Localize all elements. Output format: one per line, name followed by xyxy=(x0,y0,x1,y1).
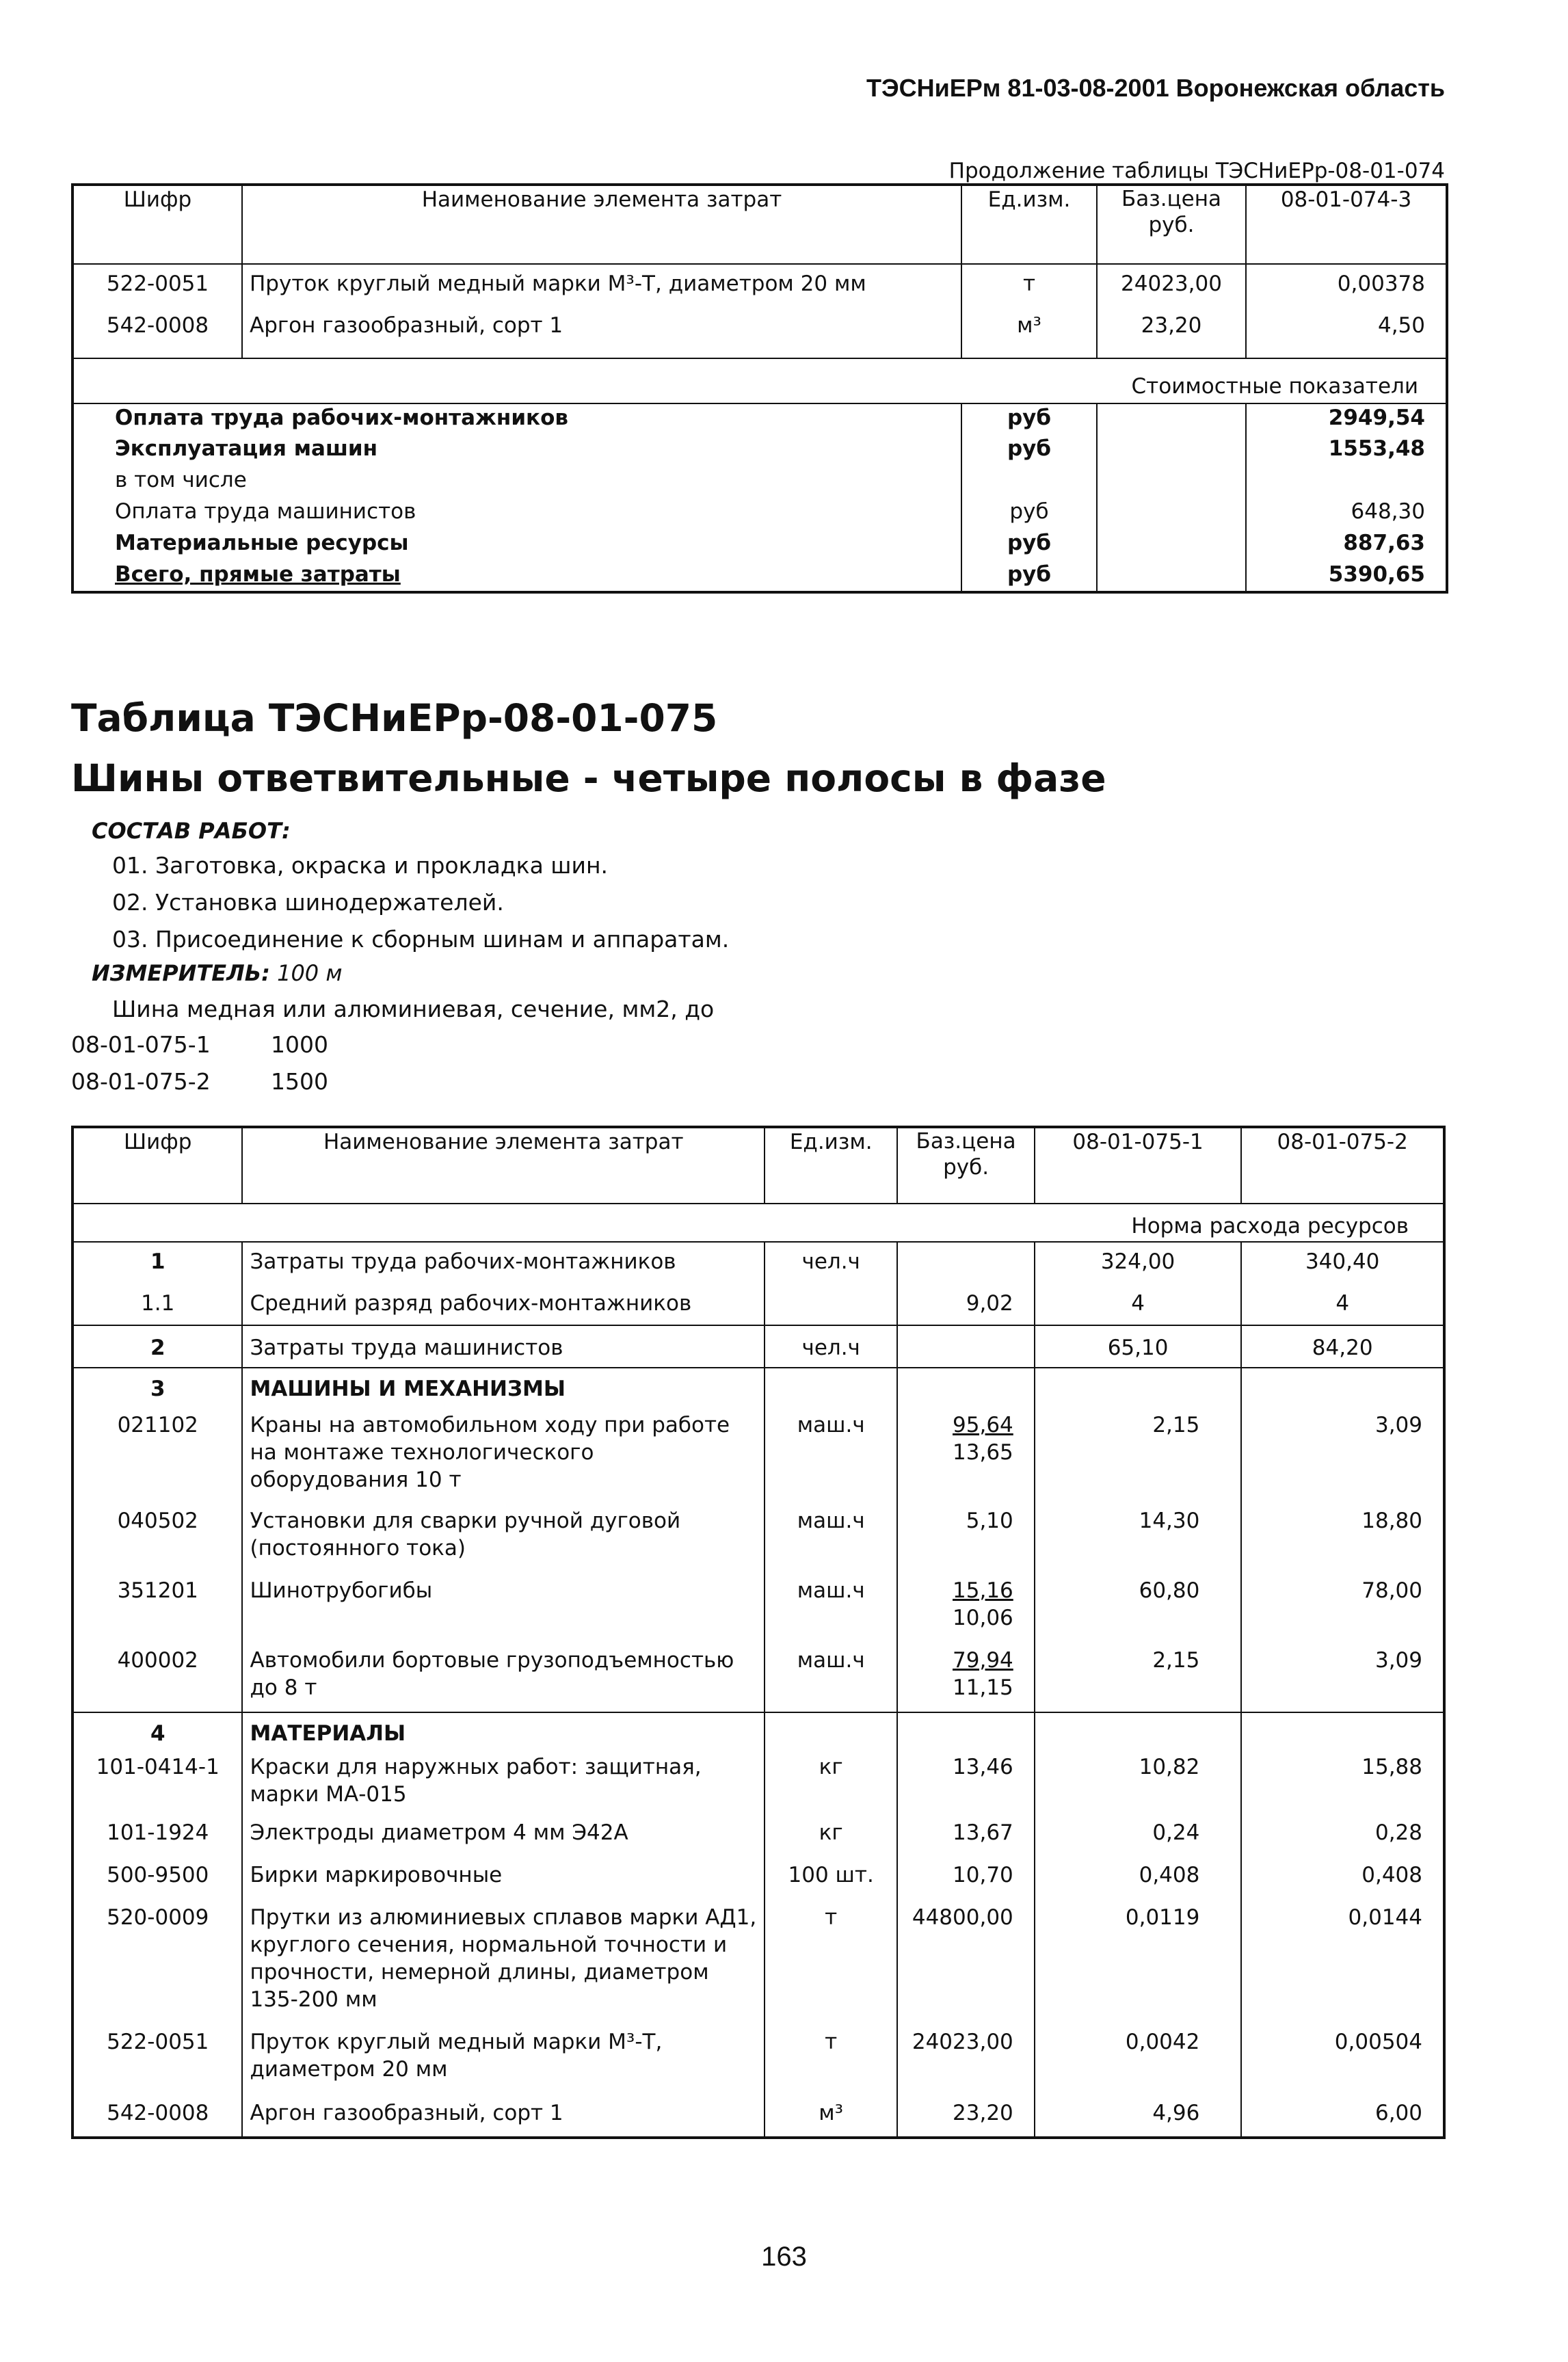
row-value-2: 78,00 xyxy=(1361,1578,1422,1603)
row-value-2: 4 xyxy=(1336,1291,1350,1316)
row-unit: чел.ч xyxy=(765,1325,897,1368)
cost-row xyxy=(72,529,1447,561)
row-name: Шинотрубогибы xyxy=(242,1577,765,1647)
cost-value: 2949,54 xyxy=(1328,406,1425,430)
row-price: 24023,00 xyxy=(1097,264,1246,304)
cost-unit: руб xyxy=(961,403,1097,435)
row-name: Электроды диаметром 4 мм Э42А xyxy=(242,1819,765,1861)
row-name: Затраты труда рабочих-монтажников xyxy=(242,1242,765,1280)
row-value-1: 14,30 xyxy=(1035,1507,1242,1577)
row-name: Установки для сварки ручной дуговой (постоянного тока) xyxy=(242,1507,765,1577)
norm-header-row xyxy=(72,1204,1444,1242)
page-number: 163 xyxy=(761,2242,807,2272)
row-code: 4 xyxy=(72,1712,242,1753)
cost-empty xyxy=(1097,466,1246,498)
continuation-caption: Продолжение таблицы ТЭСНиЕРр-08-01-074 xyxy=(948,159,1445,183)
row-name: Пруток круглый медный марки М³-Т, диаметром 20 мм xyxy=(242,264,961,304)
cost-value xyxy=(1246,466,1447,498)
work-item: 01. Заготовка, окраска и прокладка шин. xyxy=(112,852,609,879)
row-value-2: 15,88 xyxy=(1361,1755,1422,1779)
table-row xyxy=(72,304,1447,358)
table-subtitle: Шины ответвительные - четыре полосы в фазе xyxy=(71,756,1106,800)
row-code: 522-0051 xyxy=(72,264,242,304)
row-unit: м³ xyxy=(765,2099,897,2138)
row-price-cell xyxy=(897,1577,1034,1647)
table-row xyxy=(72,1242,1444,1280)
row-price-cell xyxy=(897,1647,1034,1712)
row-price-machinist: 10,06 xyxy=(953,1606,1013,1630)
row-unit xyxy=(765,1712,897,1753)
row-price: 23,20 xyxy=(897,2099,1034,2138)
cost-header-row xyxy=(72,358,1447,403)
section-row-materials xyxy=(72,1712,1444,1753)
row-value-2 xyxy=(1241,1712,1444,1753)
row-value-2: 3,09 xyxy=(1374,1413,1422,1437)
row-value-2: 340,40 xyxy=(1305,1249,1380,1274)
cost-unit: руб xyxy=(961,529,1097,561)
row-value-1: 10,82 xyxy=(1035,1753,1242,1819)
row-code: 500-9500 xyxy=(72,1861,242,1904)
cost-name: Оплата труда машинистов xyxy=(72,498,961,529)
cost-value: 887,63 xyxy=(1343,531,1425,555)
row-value-2: 0,0144 xyxy=(1348,1905,1422,1930)
row-code: 520-0009 xyxy=(72,1904,242,2028)
cost-empty xyxy=(1097,498,1246,529)
cost-name: Эксплуатация машин xyxy=(72,435,961,466)
col-variant2-header: 08-01-075-2 xyxy=(1277,1130,1408,1154)
works-label: СОСТАВ РАБОТ: xyxy=(92,818,291,844)
cost-row xyxy=(72,403,1447,435)
row-code: 400002 xyxy=(72,1647,242,1712)
col-code-header: Шифр xyxy=(72,185,242,264)
row-value-2 xyxy=(1241,1368,1444,1411)
row-name: Затраты труда машинистов xyxy=(242,1325,765,1368)
row-value-1: 60,80 xyxy=(1035,1577,1242,1647)
cost-unit: руб xyxy=(961,498,1097,529)
row-name: Прутки из алюминиевых сплавов марки АД1, круглого сечения, нормальной точности и прочности, немерной длины, диаметром 135-200 мм xyxy=(242,1904,765,2028)
row-name: Пруток круглый медный марки М³-Т, диаметром 20 мм xyxy=(242,2028,765,2099)
col-code-header: Шифр xyxy=(72,1127,242,1204)
row-price: 95,64 xyxy=(953,1413,1013,1437)
variant-value: 1000 xyxy=(271,1031,328,1058)
row-code: 542-0008 xyxy=(72,304,242,358)
row-code: 3 xyxy=(72,1368,242,1411)
cost-row xyxy=(72,466,1447,498)
cost-empty xyxy=(1097,561,1246,592)
row-value-1: 4,96 xyxy=(1035,2099,1242,2138)
row-value-2: 0,28 xyxy=(1374,1820,1422,1845)
row-price xyxy=(897,1325,1034,1368)
row-value-2: 18,80 xyxy=(1361,1509,1422,1533)
table-row xyxy=(72,2099,1444,2138)
cost-empty xyxy=(1097,403,1246,435)
col-name-header: Наименование элемента затрат xyxy=(242,185,961,264)
col-unit-header: Ед.изм. xyxy=(961,185,1097,264)
cost-value: 648,30 xyxy=(1351,499,1425,524)
row-value-1: 0,0119 xyxy=(1035,1904,1242,2028)
row-value-1: 65,10 xyxy=(1035,1325,1242,1368)
norm-consumption-header: Норма расхода ресурсов xyxy=(1131,1214,1409,1238)
row-code: 2 xyxy=(72,1325,242,1368)
cost-value: 1553,48 xyxy=(1328,436,1425,461)
table-row xyxy=(72,1819,1444,1861)
row-price xyxy=(897,1368,1034,1411)
resource-norm-table xyxy=(71,1126,1446,2139)
row-unit: м³ xyxy=(961,304,1097,358)
row-name: Средний разряд рабочих-монтажников xyxy=(242,1280,765,1325)
row-norm: 4,50 xyxy=(1377,313,1425,338)
row-unit: 100 шт. xyxy=(765,1861,897,1904)
cost-empty xyxy=(1097,529,1246,561)
cost-indicators-header: Стоимостные показатели xyxy=(1131,374,1418,399)
cost-name: Оплата труда рабочих-монтажников xyxy=(72,403,961,435)
cost-name: Материальные ресурсы xyxy=(72,529,961,561)
table-row xyxy=(72,2028,1444,2099)
table-row xyxy=(72,1507,1444,1577)
row-unit xyxy=(765,1368,897,1411)
row-code: 021102 xyxy=(72,1411,242,1507)
row-value-2: 84,20 xyxy=(1312,1336,1373,1360)
table-row xyxy=(72,264,1447,304)
row-price-machinist: 11,15 xyxy=(953,1675,1013,1700)
table-title: Таблица ТЭСНиЕРр-08-01-075 xyxy=(71,696,718,740)
row-price: 15,16 xyxy=(953,1578,1013,1603)
row-price: 5,10 xyxy=(897,1507,1034,1577)
table-row xyxy=(72,1411,1444,1507)
col-unit-header: Ед.изм. xyxy=(765,1127,897,1204)
table-row xyxy=(72,1647,1444,1712)
row-value-1: 2,15 xyxy=(1035,1647,1242,1712)
row-price xyxy=(897,1242,1034,1280)
row-unit: маш.ч xyxy=(765,1647,897,1712)
table-row xyxy=(72,1577,1444,1647)
row-norm: 0,00378 xyxy=(1337,271,1425,296)
cost-unit: руб xyxy=(961,435,1097,466)
row-price: 24023,00 xyxy=(897,2028,1034,2099)
cost-value: 5390,65 xyxy=(1328,562,1425,587)
row-value-2: 3,09 xyxy=(1374,1648,1422,1673)
table-row xyxy=(72,1753,1444,1819)
row-price: 9,02 xyxy=(897,1280,1034,1325)
row-name: Краски для наружных работ: защитная, марки МА-015 xyxy=(242,1753,765,1819)
variant-value: 1500 xyxy=(271,1068,328,1095)
row-name: Аргон газообразный, сорт 1 xyxy=(242,2099,765,2138)
row-unit xyxy=(765,1280,897,1325)
row-code: 1 xyxy=(72,1242,242,1280)
table-row xyxy=(72,1861,1444,1904)
row-code: 351201 xyxy=(72,1577,242,1647)
col-price-header: Баз.цена руб. xyxy=(1097,185,1246,264)
cost-row xyxy=(72,435,1447,466)
cost-row xyxy=(72,498,1447,529)
row-value-1: 4 xyxy=(1035,1280,1242,1325)
row-name: Краны на автомобильном ходу при работе на монтаже технологического оборудования 10 т xyxy=(242,1411,765,1507)
cost-unit: руб xyxy=(961,561,1097,592)
col-variant1-header: 08-01-075-1 xyxy=(1035,1127,1242,1204)
row-value-2: 6,00 xyxy=(1374,2101,1422,2125)
continuation-header-row xyxy=(72,185,1447,264)
cost-name: в том числе xyxy=(72,466,961,498)
row-name: Бирки маркировочные xyxy=(242,1861,765,1904)
cost-name: Всего, прямые затраты xyxy=(72,561,961,592)
row-value-2: 0,408 xyxy=(1361,1863,1422,1887)
row-price: 13,46 xyxy=(897,1753,1034,1819)
col-norm-header: 08-01-074-3 xyxy=(1280,187,1412,212)
table-row xyxy=(72,1325,1444,1368)
variant-code: 08-01-075-1 xyxy=(71,1031,211,1058)
measure-value: 100 м xyxy=(277,960,343,986)
row-unit: т xyxy=(765,1904,897,2028)
description-text: Шина медная или алюминиевая, сечение, мм2, до xyxy=(112,996,715,1022)
row-price: 23,20 xyxy=(1097,304,1246,358)
row-price: 13,67 xyxy=(897,1819,1034,1861)
row-unit: маш.ч xyxy=(765,1577,897,1647)
row-unit: кг xyxy=(765,1819,897,1861)
row-code: 101-1924 xyxy=(72,1819,242,1861)
row-value-1 xyxy=(1035,1368,1242,1411)
row-unit: маш.ч xyxy=(765,1411,897,1507)
row-value-1: 0,408 xyxy=(1035,1861,1242,1904)
cost-empty xyxy=(1097,435,1246,466)
row-price xyxy=(897,1712,1034,1753)
table-row xyxy=(72,1904,1444,2028)
row-unit: маш.ч xyxy=(765,1507,897,1577)
row-code: 522-0051 xyxy=(72,2028,242,2099)
row-code: 1.1 xyxy=(72,1280,242,1325)
work-item: 03. Присоединение к сборным шинам и аппаратам. xyxy=(112,926,730,953)
row-value-1 xyxy=(1035,1712,1242,1753)
row-value-1: 2,15 xyxy=(1035,1411,1242,1507)
continuation-table xyxy=(71,183,1448,594)
row-name: МАШИНЫ И МЕХАНИЗМЫ xyxy=(242,1368,765,1411)
row-value-1: 0,24 xyxy=(1035,1819,1242,1861)
main-header-row xyxy=(72,1127,1444,1204)
document-header-title: ТЭСНиЕРм 81-03-08-2001 Воронежская область xyxy=(866,74,1445,102)
row-value-1: 324,00 xyxy=(1035,1242,1242,1280)
row-unit: т xyxy=(961,264,1097,304)
row-name: Автомобили бортовые грузоподъемностью до 8 т xyxy=(242,1647,765,1712)
row-price-cell xyxy=(897,1411,1034,1507)
row-price: 10,70 xyxy=(897,1861,1034,1904)
table-row xyxy=(72,1280,1444,1325)
row-unit: т xyxy=(765,2028,897,2099)
row-code: 101-0414-1 xyxy=(72,1753,242,1819)
row-value-2: 0,00504 xyxy=(1334,2030,1422,2054)
row-value-1: 0,0042 xyxy=(1035,2028,1242,2099)
cost-row xyxy=(72,561,1447,592)
col-name-header: Наименование элемента затрат xyxy=(242,1127,765,1204)
row-price: 79,94 xyxy=(953,1648,1013,1673)
measure-label: ИЗМЕРИТЕЛЬ: xyxy=(92,960,270,986)
col-price-header: Баз.цена руб. xyxy=(897,1127,1034,1204)
row-price: 44800,00 xyxy=(897,1904,1034,2028)
work-item: 02. Установка шинодержателей. xyxy=(112,889,504,916)
row-unit: кг xyxy=(765,1753,897,1819)
row-price-machinist: 13,65 xyxy=(953,1440,1013,1465)
row-name: МАТЕРИАЛЫ xyxy=(242,1712,765,1753)
section-row-machines xyxy=(72,1368,1444,1411)
cost-unit xyxy=(961,466,1097,498)
row-code: 040502 xyxy=(72,1507,242,1577)
row-unit: чел.ч xyxy=(765,1242,897,1280)
row-code: 542-0008 xyxy=(72,2099,242,2138)
variant-code: 08-01-075-2 xyxy=(71,1068,211,1095)
row-name: Аргон газообразный, сорт 1 xyxy=(242,304,961,358)
measure-line xyxy=(92,960,342,986)
